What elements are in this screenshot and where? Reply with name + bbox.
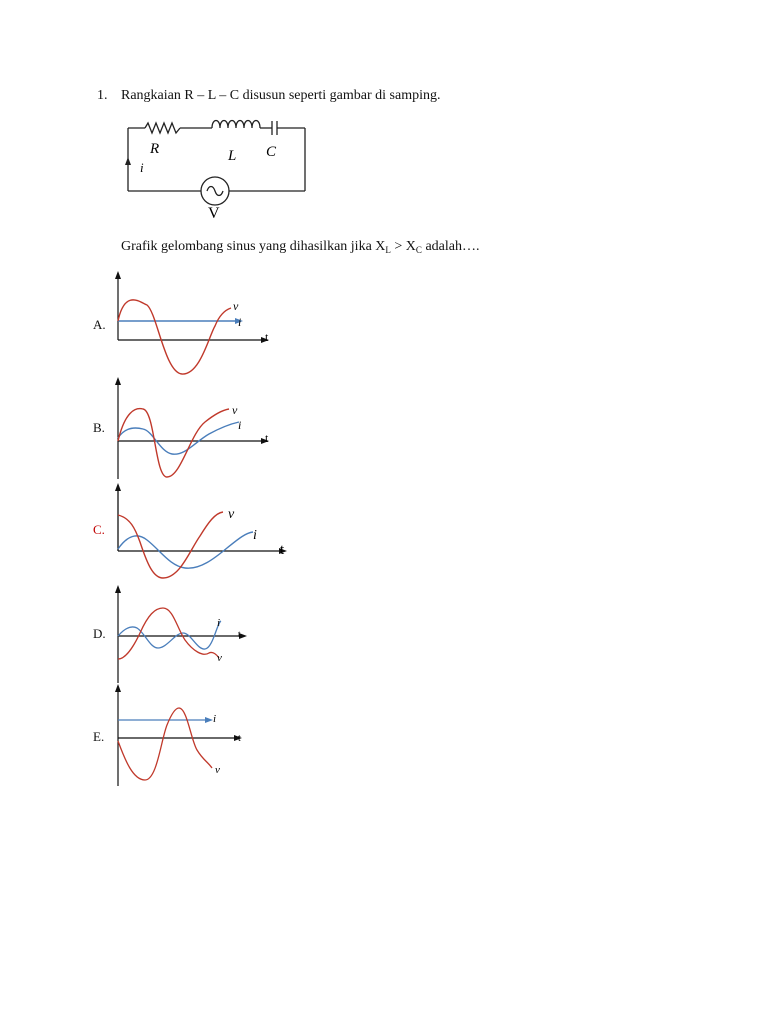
option-e-graph[interactable] (105, 680, 265, 795)
time-label: t (238, 733, 241, 744)
option-b-graph[interactable] (105, 372, 280, 487)
resistor-symbol (145, 123, 180, 133)
option-d-graph[interactable] (105, 583, 265, 688)
current-label: i (238, 315, 242, 329)
voltage-label: v (215, 764, 220, 776)
current-label: i (140, 160, 144, 175)
y-axis-arrow-icon (115, 483, 121, 491)
option-d-label[interactable]: D. (93, 626, 106, 641)
question-text: Rangkaian R – L – C disusun seperti gambar di samping. (121, 88, 441, 103)
current-label: i (238, 418, 242, 432)
current-curve (118, 422, 239, 454)
voltage-source-label: V (208, 205, 220, 222)
voltage-curve (118, 708, 212, 780)
current-label: i (213, 713, 217, 725)
option-e-label[interactable]: E. (93, 729, 105, 744)
voltage-curve (118, 409, 229, 477)
voltage-curve (118, 512, 223, 578)
y-axis-arrow-icon (115, 684, 121, 692)
voltage-label: v (228, 507, 235, 522)
option-b-label[interactable]: B. (93, 420, 105, 435)
y-axis-arrow-icon (115, 271, 121, 279)
option-c-graph[interactable] (105, 478, 300, 588)
voltage-curve (118, 608, 219, 659)
time-label: t (238, 629, 241, 639)
time-label: t (265, 431, 269, 445)
option-a-graph[interactable] (105, 268, 280, 383)
time-label: t (280, 542, 285, 558)
option-c-label[interactable]: C. (93, 522, 105, 537)
resistor-label: R (150, 141, 160, 157)
current-label: i (253, 528, 257, 543)
voltage-curve (118, 300, 231, 374)
y-axis-arrow-icon (115, 377, 121, 385)
current-arrow-icon (205, 717, 213, 723)
voltage-label: v (232, 403, 238, 417)
capacitor-label: C (266, 144, 277, 160)
option-a-label[interactable]: A. (93, 317, 106, 332)
time-label: t (265, 330, 269, 344)
rlc-circuit-diagram (120, 115, 320, 225)
current-arrow-icon (125, 157, 131, 165)
current-label: i (217, 617, 221, 629)
inductor-symbol (212, 121, 260, 129)
question-prompt: Grafik gelombang sinus yang dihasilkan jika $X_L > X_C$ adalah…. (121, 239, 480, 255)
y-axis-arrow-icon (115, 585, 121, 593)
question-number: 1. (97, 88, 108, 103)
voltage-label: v (233, 299, 239, 313)
inductor-label: L (228, 148, 237, 164)
voltage-label: v (217, 652, 222, 664)
